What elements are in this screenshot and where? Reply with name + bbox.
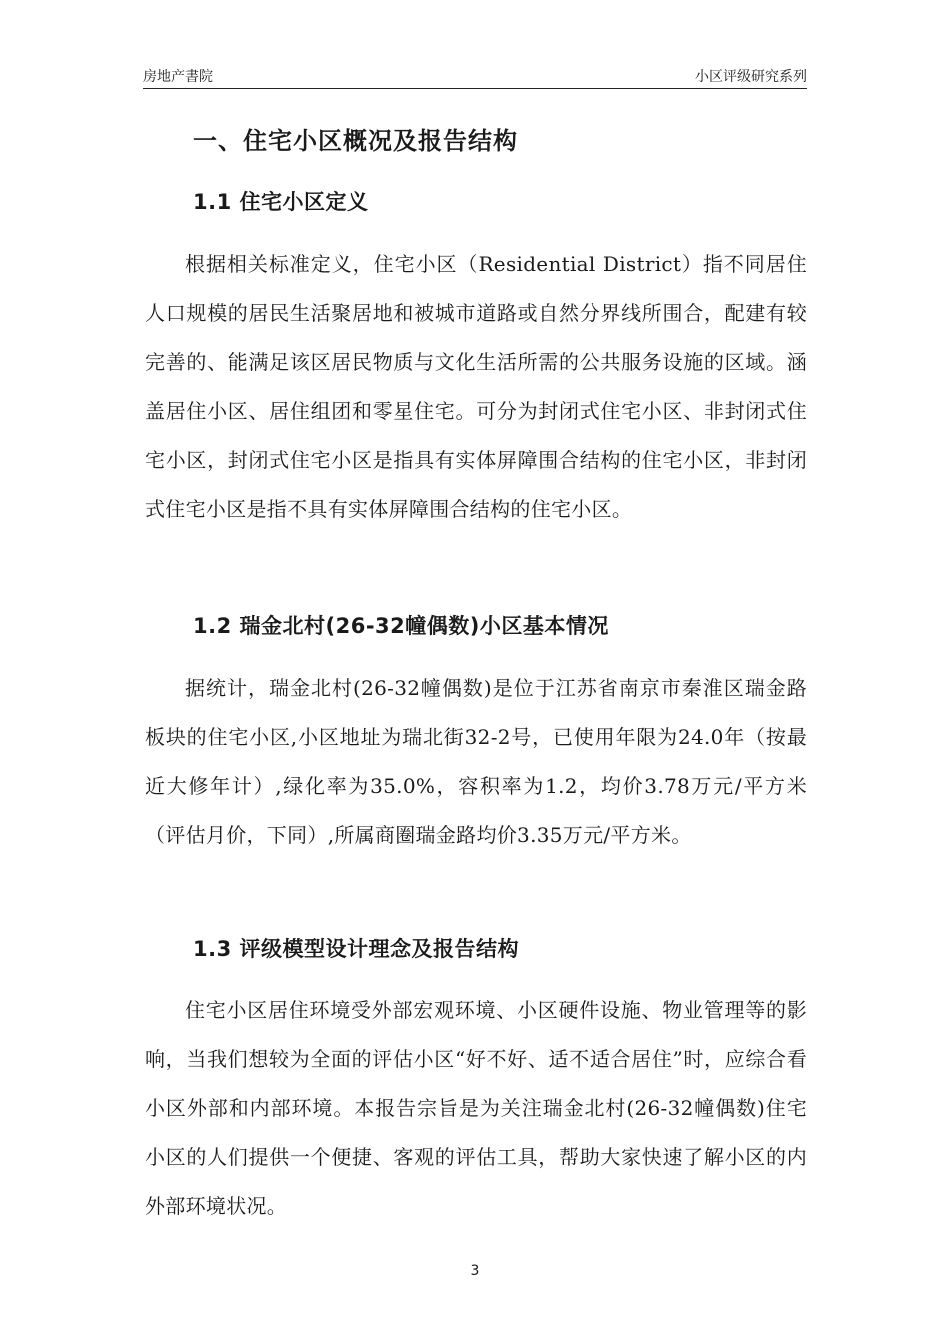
section-paragraph-1-3: 住宅小区居住环境受外部宏观环境、小区硬件设施、物业管理等的影响，当我们想较为全面的评估小区“好不好、适不适合居住”时，应综合看小区外部和内部环境。本报告宗旨是为关注瑞金北村(26-32幢偶数)住宅小区的人们提供一个便捷、客观的评估工具，帮助大家快速了解小区的内外部环境状况。 (145, 998, 807, 1218)
header-series: 小区评级研究系列 (695, 69, 807, 85)
section-paragraph-1-2: 据统计，瑞金北村(26-32幢偶数)是位于江苏省南京市秦淮区瑞金路板块的住宅小区,小区地址为瑞北街32-2号，已使用年限为24.0年（按最近大修年计）,绿化率为35.0%，容积率为1.2，均价3.78万元/平方米（评估月价，下同）,所属商圈瑞金路均价3.35万元/平方米。 (145, 676, 807, 847)
page-number: 3 (470, 1263, 480, 1279)
page-header (143, 66, 807, 89)
header-publisher: 房地产書院 (143, 69, 213, 85)
section-heading-1-1: 1.1 住宅小区定义 (193, 190, 369, 214)
section-heading-1-3: 1.3 评级模型设计理念及报告结构 (193, 937, 520, 961)
section-paragraph-1-1: 根据相关标准定义，住宅小区（Residential District）指不同居住人口规模的居民生活聚居地和被城市道路或自然分界线所围合，配建有较完善的、能满足该区居民物质与文化生活所需的公共服务设施的区域。涵盖居住小区、居住组团和零星住宅。可分为封闭式住宅小区、非封闭式住宅小区，封闭式住宅小区是指具有实体屏障围合结构的住宅小区，非封闭式住宅小区是指不具有实体屏障围合结构的住宅小区。 (145, 252, 807, 521)
section-heading-1-2: 1.2 瑞金北村(26-32幢偶数)小区基本情况 (193, 614, 609, 638)
chapter-title: 一、住宅小区概况及报告结构 (193, 127, 518, 155)
